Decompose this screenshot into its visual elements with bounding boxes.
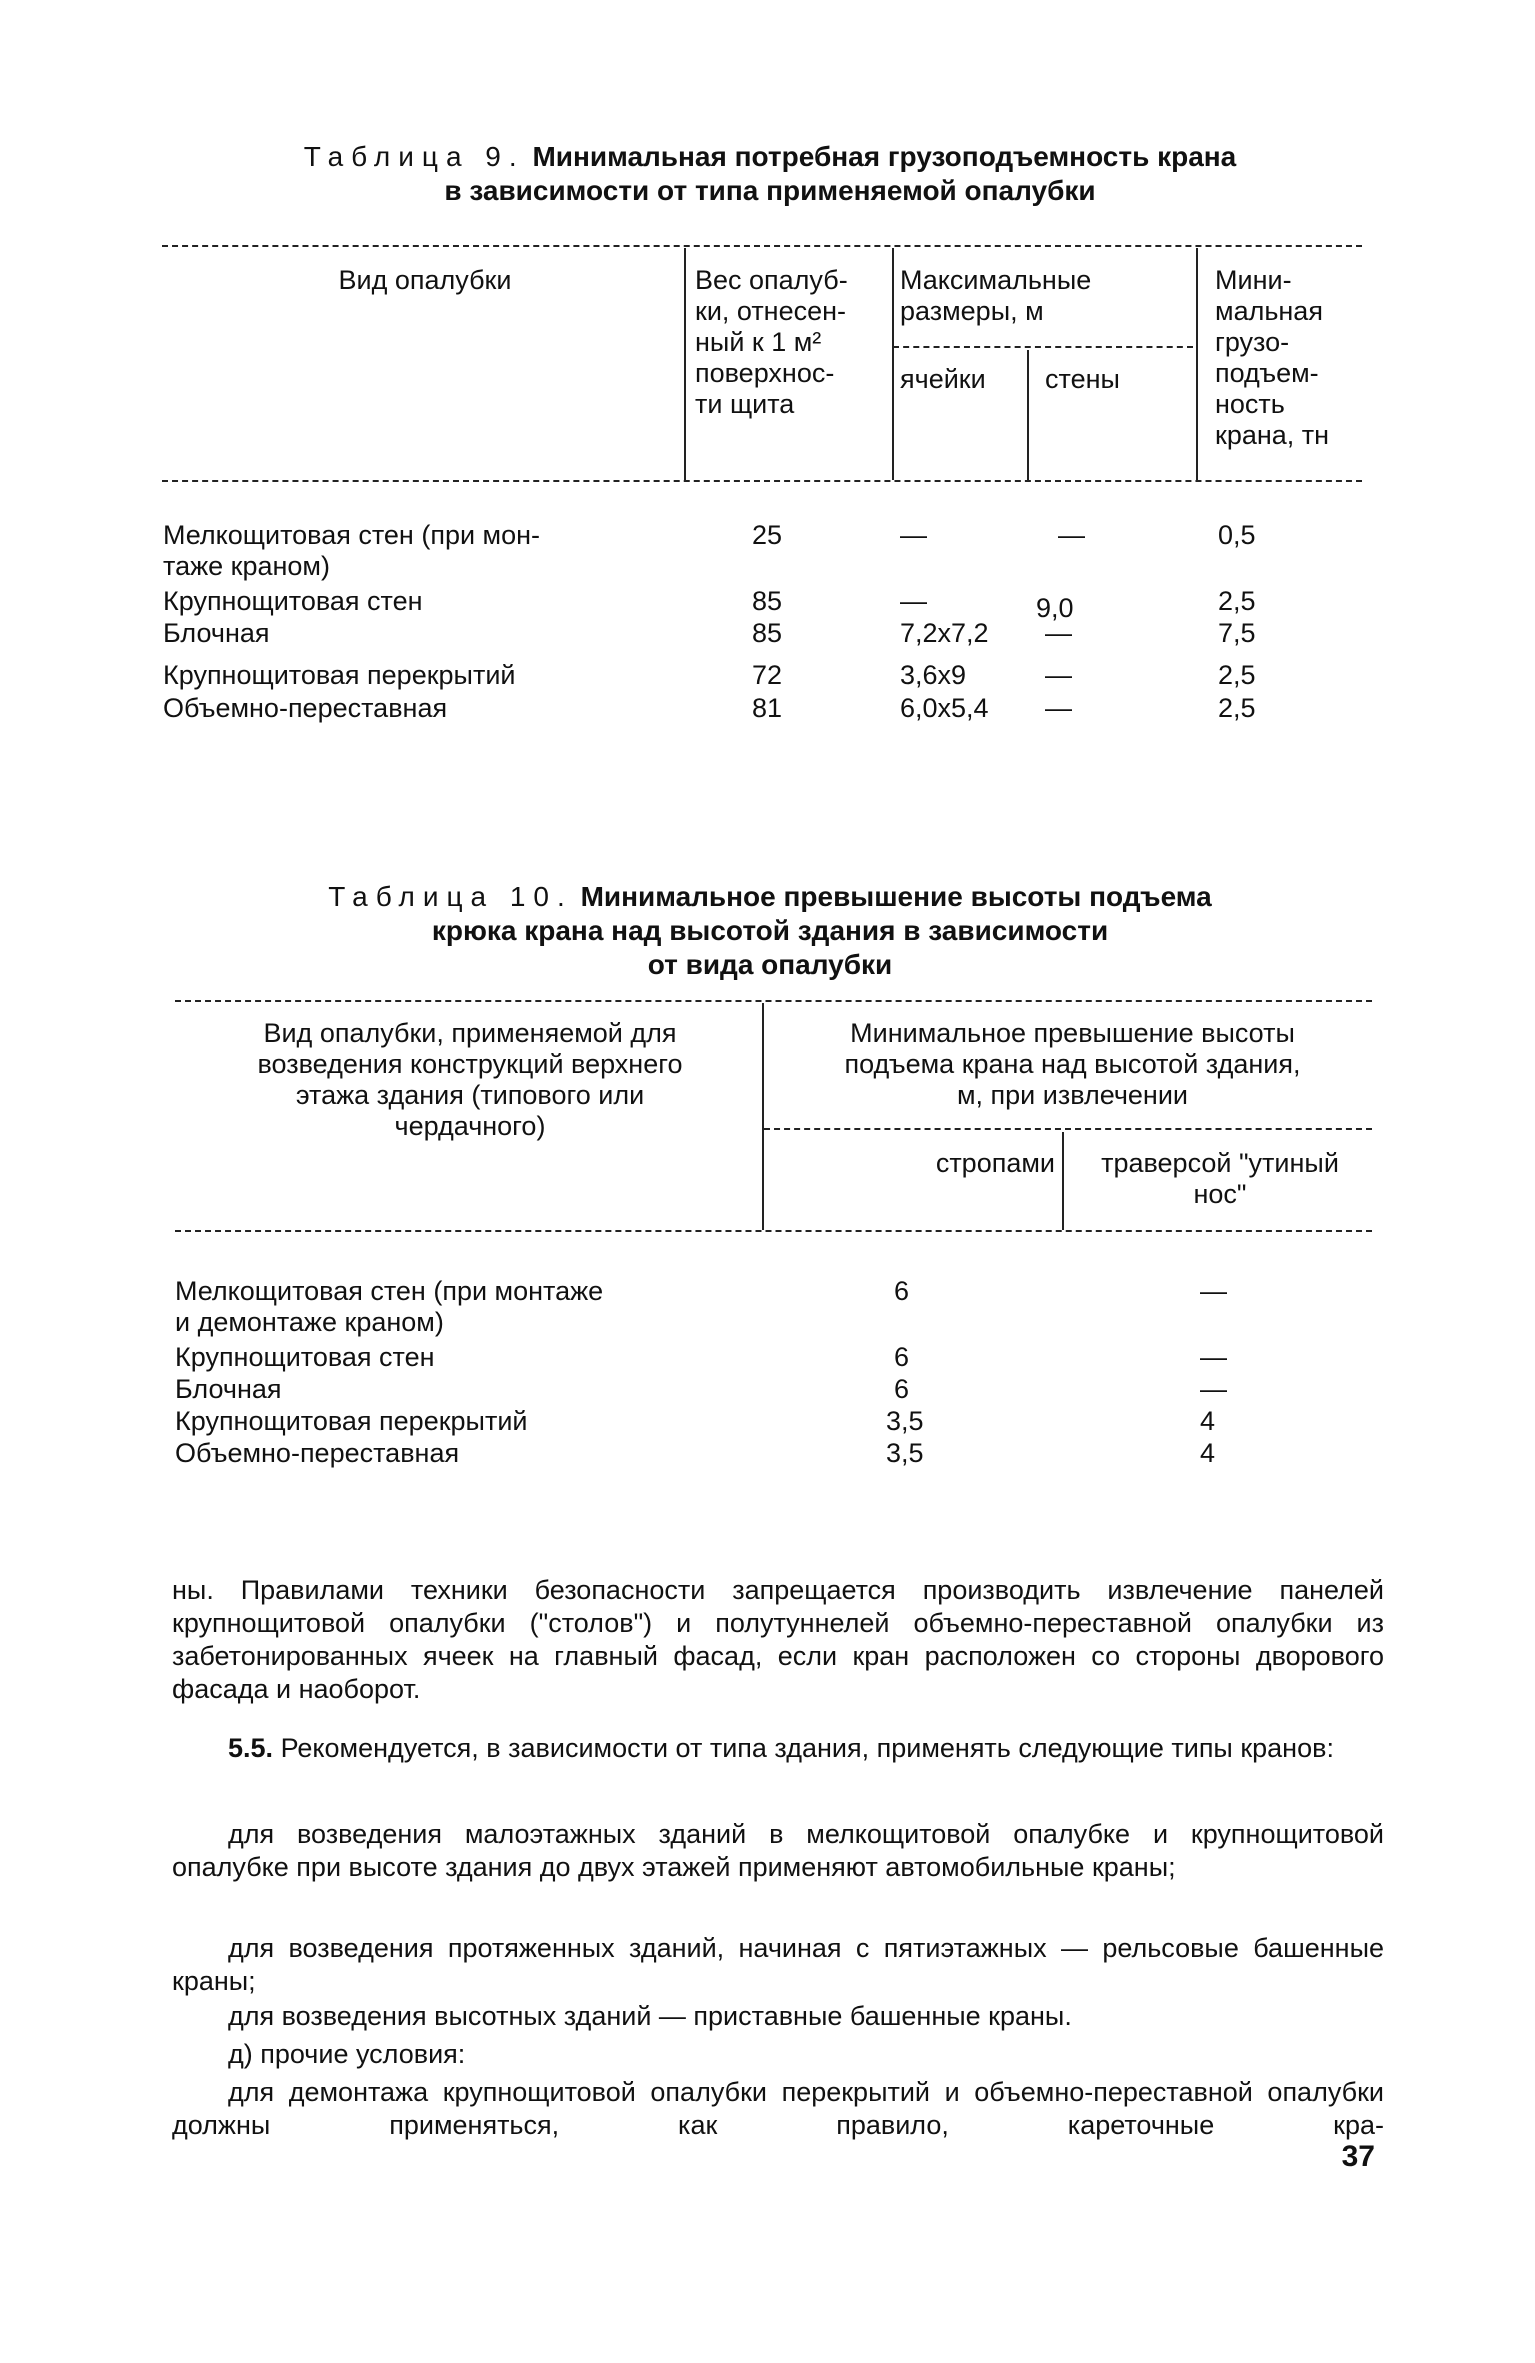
table9-header-cell: ячейки (900, 364, 986, 394)
table9-row-cell: — (900, 586, 927, 616)
header-line: ки, отнесен- (695, 296, 847, 326)
table9-row-wall: — (1045, 618, 1072, 648)
table9-row-name: Объемно-переставная (163, 693, 448, 723)
table10-row-traverse: — (1200, 1342, 1227, 1372)
table9-row-wall: — (1045, 693, 1072, 723)
table10-row-slings: 6 (894, 1342, 910, 1372)
table10-row-name: Крупнощитовая стен (175, 1342, 435, 1372)
table9-row-name: Крупнощитовая стен (163, 586, 423, 616)
table10-caption-label: Таблица 10. (328, 881, 573, 912)
header-line: крана, тн (1215, 420, 1330, 450)
header-line: Вид опалубки, применяемой для (263, 1018, 677, 1048)
table9-row-name (163, 520, 683, 582)
body-paragraph: д) прочие условия: (228, 2039, 466, 2069)
table9-header-rule (162, 480, 1362, 482)
table9-caption-title-line2: в зависимости от типа применяемой опалубки (444, 175, 1096, 206)
table10-row-traverse: — (1200, 1374, 1227, 1404)
table10-row-slings: 3,5 (886, 1406, 924, 1436)
header-line: чердачного) (394, 1111, 546, 1141)
table10-caption-title-line2: крюка крана над высотой здания в зависимости (431, 915, 1109, 946)
table9-row-name: Блочная (163, 618, 270, 648)
header-line: ный к 1 м² (695, 327, 822, 357)
row-name-line: таже краном) (163, 551, 330, 581)
table9-row-weight: 81 (752, 693, 783, 723)
table9-row-wall: — (1058, 520, 1085, 550)
table9-row-cell: 7,2x7,2 (900, 618, 989, 648)
header-line: мальная (1215, 296, 1323, 326)
table10-caption-title-line1: Минимальное превышение высоты подъема (580, 881, 1212, 912)
header-line: Мини- (1215, 265, 1292, 295)
table10-divider (1062, 1132, 1064, 1230)
header-line: ность (1215, 389, 1285, 419)
table10-row-slings: 3,5 (886, 1438, 924, 1468)
header-line: траверсой "утиный (1101, 1148, 1339, 1178)
table9-header-type: Вид опалубки (338, 265, 512, 295)
body-paragraph (172, 1732, 1384, 1765)
section-text: Рекомендуется, в зависимости от типа здания, применять следующие типы кранов: (280, 1733, 1334, 1763)
row-name-line: и демонтаже краном) (175, 1307, 444, 1337)
table9-row-weight: 72 (752, 660, 783, 690)
table9-row-weight: 85 (752, 586, 783, 616)
body-paragraph: для возведения высотных зданий — приставные башенные краны. (228, 2001, 1072, 2031)
body-paragraph: для возведения малоэтажных зданий в мелкощитовой опалубке и крупнощитовой опалубке при высоте здания до двух этажей применяют автомобильные краны; (172, 1819, 1384, 1882)
table10-caption-title-line3: от вида опалубки (647, 949, 893, 980)
page-number: 37 (1341, 2140, 1375, 2173)
row-name-line: Мелкощитовая стен (при мон- (163, 520, 541, 550)
header-line: возведения конструкций верхнего (257, 1049, 683, 1079)
table10-row-traverse: 4 (1200, 1438, 1216, 1468)
header-line: Минимальное превышение высоты (850, 1018, 1295, 1048)
table10-row-traverse: — (1200, 1276, 1227, 1306)
header-line: размеры, м (900, 296, 1044, 326)
header-line: м, при извлечении (956, 1080, 1188, 1110)
table10-row-name: Объемно-переставная (175, 1438, 460, 1468)
table9-row-wall: 9,0 (1036, 593, 1074, 623)
table9-row-cell: — (900, 520, 927, 550)
table10-row-slings: 6 (894, 1374, 910, 1404)
table9-row-cell: 3,6x9 (900, 660, 967, 690)
header-line: этажа здания (типового или (295, 1080, 645, 1110)
table9-row-weight: 85 (752, 618, 783, 648)
table9-caption-label: Таблица 9. (303, 141, 525, 172)
table10-caption (150, 880, 1390, 982)
table9-divider (1196, 248, 1198, 480)
table10-header-excess (775, 1018, 1370, 1111)
table10-row-traverse: 4 (1200, 1406, 1216, 1436)
table9-row-capacity: 2,5 (1218, 660, 1256, 690)
table10-row-name (175, 1276, 755, 1338)
table9-divider (684, 248, 686, 480)
header-line: ти щита (695, 389, 795, 419)
table10-header-traverse (1068, 1148, 1372, 1210)
header-line: Максимальные (900, 265, 1092, 295)
table10-header-rule (175, 1230, 1372, 1232)
row-name-line: Мелкощитовая стен (при монтаже (175, 1276, 604, 1306)
table9-subheader-rule (893, 346, 1193, 348)
body-paragraph: для возведения протяженных зданий, начиная с пятиэтажных — рельсовые башенные краны; (172, 1933, 1384, 1996)
body-paragraph: для демонтажа крупнощитовой опалубки перекрытий и объемно-переставной опалубки должны применяться, как правило, кареточные кра- (172, 2077, 1384, 2140)
table9-divider (892, 248, 894, 480)
table9-caption (150, 140, 1390, 208)
table9-top-rule (162, 245, 1362, 247)
table9-row-name: Крупнощитовая перекрытий (163, 660, 516, 690)
table10-header-slings: стропами (935, 1148, 1055, 1178)
table9-row-capacity: 0,5 (1218, 520, 1256, 550)
header-line: Вес опалуб- (695, 265, 848, 295)
table10-top-rule (175, 1000, 1372, 1002)
header-line: подъем- (1215, 358, 1319, 388)
table9-header-wall: стены (1045, 364, 1120, 394)
table9-header-weight (695, 265, 890, 420)
table9-header-maxdim (900, 265, 1190, 327)
table9-divider (1027, 350, 1029, 480)
table9-caption-title-line1: Минимальная потребная грузоподъемность крана (532, 141, 1237, 172)
body-paragraph: ны. Правилами техники безопасности запрещается производить извлечение панелей крупнощитовой опалубки ("столов") и полутуннелей объемно-переставной опалубки из забетонированных ячеек на главный фасад, если кран расположен со стороны дворового фасада и наоборот. (172, 1575, 1384, 1704)
header-line: поверхнос- (695, 358, 835, 388)
table9-row-capacity: 7,5 (1218, 618, 1256, 648)
table10-row-slings: 6 (894, 1276, 910, 1306)
table9-row-capacity: 2,5 (1218, 586, 1256, 616)
header-line: грузо- (1215, 327, 1290, 357)
table9-row-capacity: 2,5 (1218, 693, 1256, 723)
table9-row-weight: 25 (752, 520, 783, 550)
table10-row-name: Крупнощитовая перекрытий (175, 1406, 528, 1436)
table9-row-cell: 6,0x5,4 (900, 693, 989, 723)
table10-header-type (190, 1018, 750, 1142)
header-line: нос" (1193, 1179, 1247, 1209)
section-number: 5.5. (228, 1733, 274, 1763)
header-line: подъема крана над высотой здания, (844, 1049, 1301, 1079)
table9-header-capacity (1215, 265, 1375, 451)
table10-subheader-rule (764, 1128, 1372, 1130)
table10-divider (762, 1003, 764, 1230)
table9-row-wall: — (1045, 660, 1072, 690)
table10-row-name: Блочная (175, 1374, 282, 1404)
